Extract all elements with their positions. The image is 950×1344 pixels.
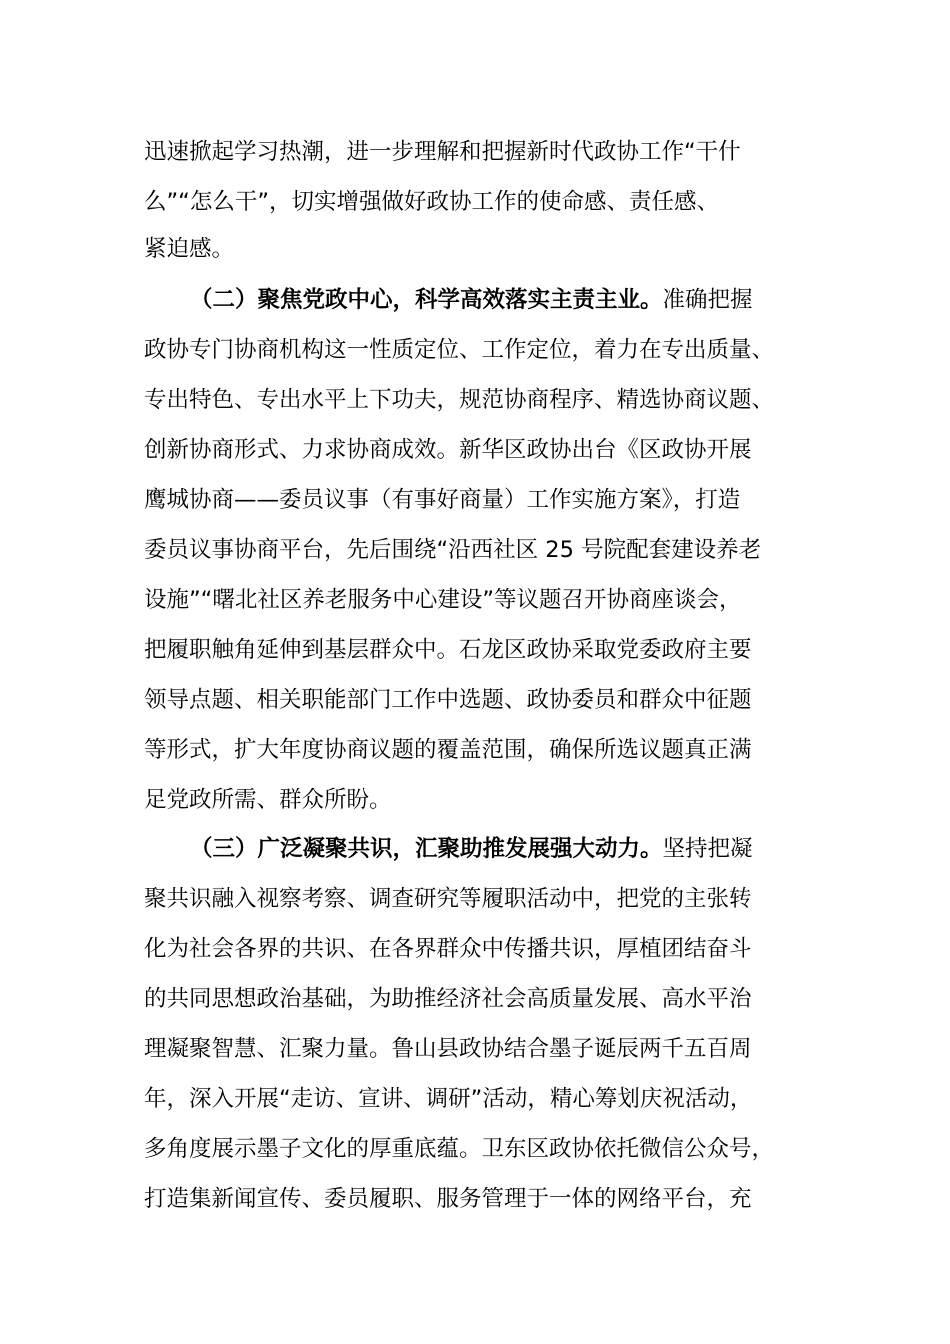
text-line: 把履职触角延伸到基层群众中。石龙区政协采取党委政府主要 [144,637,752,663]
text-line: 的共同思想政治基础，为助推经济社会高质量发展、高水平治 [144,986,752,1012]
text-line: 么”“怎么干”，切实增强做好政协工作的使命感、责任感、 [144,189,719,215]
section-3-first-line [190,829,824,869]
section-2-lead-text: 准确把握 [662,287,753,313]
text-line: 政协专门协商机构这一性质定位、工作定位，着力在专出质量、 [144,337,775,363]
text-line: 等形式，扩大年度协商议题的覆盖范围，确保所选议题真正满 [144,737,752,763]
text-line: 打造集新闻宣传、委员履职、服务管理于一体的网络平台，充 [144,1186,752,1212]
text-line: 领导点题、相关职能部门工作中选题、政协委员和群众中征题 [144,687,752,713]
text-line: 理凝聚智慧、汇聚力量。鲁山县政协结合墨子诞辰两千五百周 [144,1036,752,1062]
section-3-heading: （三）广泛凝聚共识，汇聚助推发展强大动力。 [190,836,663,862]
text-line: 委员议事协商平台，先后围绕“沿西社区 25 号院配套建设养老 [144,537,762,563]
text-line: 年，深入开展“走访、宣讲、调研”活动，精心筹划庆祝活动， [144,1086,753,1112]
section-2-heading: （二）聚焦党政中心，科学高效落实主责主业。 [190,287,663,313]
text-line: 化为社会各界的共识、在各界群众中传播共识，厚植团结奋斗 [144,936,752,962]
text-line: 鹰城协商——委员议事（有事好商量）工作实施方案》，打造 [144,487,741,513]
text-line: 迅速掀起学习热潮，进一步理解和把握新时代政协工作“干什 [144,139,741,165]
text-line: 足党政所需、群众所盼。 [144,787,392,813]
text-line: 创新协商形式、力求协商成效。新华区政协出台《区政协开展 [144,437,752,463]
section-2-first-line [190,280,824,320]
text-line: 多角度展示墨子文化的厚重底蕴。卫东区政协依托微信公众号， [144,1136,775,1162]
text-line: 专出特色、专出水平上下功夫，规范协商程序、精选协商议题、 [144,387,775,413]
text-line: 聚共识融入视察考察、调查研究等履职活动中，把党的主张转 [144,886,752,912]
section-3-lead-text: 坚持把凝 [662,836,753,862]
text-line: 紧迫感。 [144,236,235,262]
text-line: 设施”“曙北社区养老服务中心建设”等议题召开协商座谈会， [144,587,742,613]
